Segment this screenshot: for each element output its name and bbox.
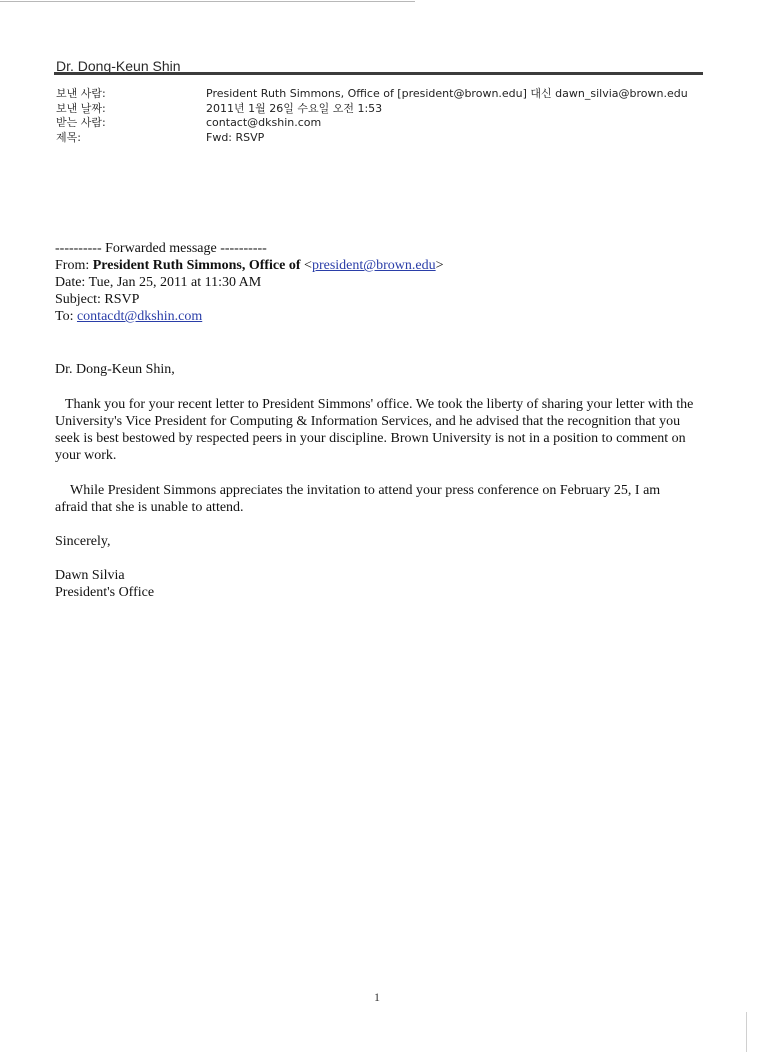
letter-paragraph-2: While President Simmons appreciates the invitation to attend your press conference on February 25, I am afraid that she is unable to attend.: [55, 483, 661, 515]
forwarded-to-label: To:: [55, 309, 74, 324]
forwarded-from-line: [55, 257, 695, 274]
recipient-email-link[interactable]: contacdt@dkshin.com: [76, 309, 203, 324]
from-label: 보낸 사람:: [56, 87, 106, 100]
letter-paragraph-1: Thank you for your recent letter to President Simmons' office. We took the liberty of sharing your letter with the University's Vice President for Computing & Information Services, and he advised that the recognition that you seek is best bestowed by respected peers in your discipline. Brown University is not in a position to comment on your work.: [55, 397, 694, 463]
signer-name: Dawn Silvia: [55, 568, 125, 583]
header-row-subject: [56, 131, 688, 146]
forwarded-from-email-wrap: [304, 258, 444, 273]
forwarded-from-name: President Ruth Simmons, Office of: [92, 258, 301, 273]
scan-edge-mark: [746, 1012, 747, 1052]
forwarded-separator: ---------- Forwarded message ----------: [55, 241, 267, 256]
gt-bracket: >: [435, 258, 444, 273]
letter-closing: Sincerely,: [55, 534, 111, 549]
spacer: [55, 325, 695, 343]
mailbox-owner-name: Dr. Dong-Keun Shin: [56, 58, 181, 74]
header-row-date: [56, 102, 688, 117]
letter-salutation: Dr. Dong-Keun Shin,: [55, 362, 175, 377]
top-divider: [0, 1, 415, 2]
signer-title: President's Office: [55, 585, 155, 600]
from-value: President Ruth Simmons, Office of [president@brown.edu] 대신 dawn_silvia@brown.edu: [206, 87, 688, 100]
date-value: 2011년 1월 26일 수요일 오전 1:53: [206, 101, 383, 115]
date-label: 보낸 날짜:: [56, 101, 106, 115]
forwarded-to-line: [55, 308, 695, 325]
forwarded-from-label: From:: [55, 258, 90, 273]
lt-bracket: <: [304, 258, 312, 273]
forwarded-letter: [55, 240, 695, 601]
forwarded-subject-line: Subject: RSVP: [55, 292, 140, 307]
president-email-link[interactable]: president@brown.edu: [311, 258, 436, 273]
subject-value: Fwd: RSVP: [206, 130, 265, 144]
header-divider: [54, 72, 703, 75]
header-row-from: [56, 87, 688, 102]
to-value: contact@dkshin.com: [206, 116, 322, 129]
to-label: 받는 사람:: [56, 116, 106, 129]
email-header-fields: [56, 87, 688, 145]
subject-label: 제목:: [56, 130, 81, 144]
forwarded-date-line: Date: Tue, Jan 25, 2011 at 11:30 AM: [55, 275, 262, 290]
header-row-to: [56, 116, 688, 131]
page-number: 1: [374, 990, 380, 1004]
